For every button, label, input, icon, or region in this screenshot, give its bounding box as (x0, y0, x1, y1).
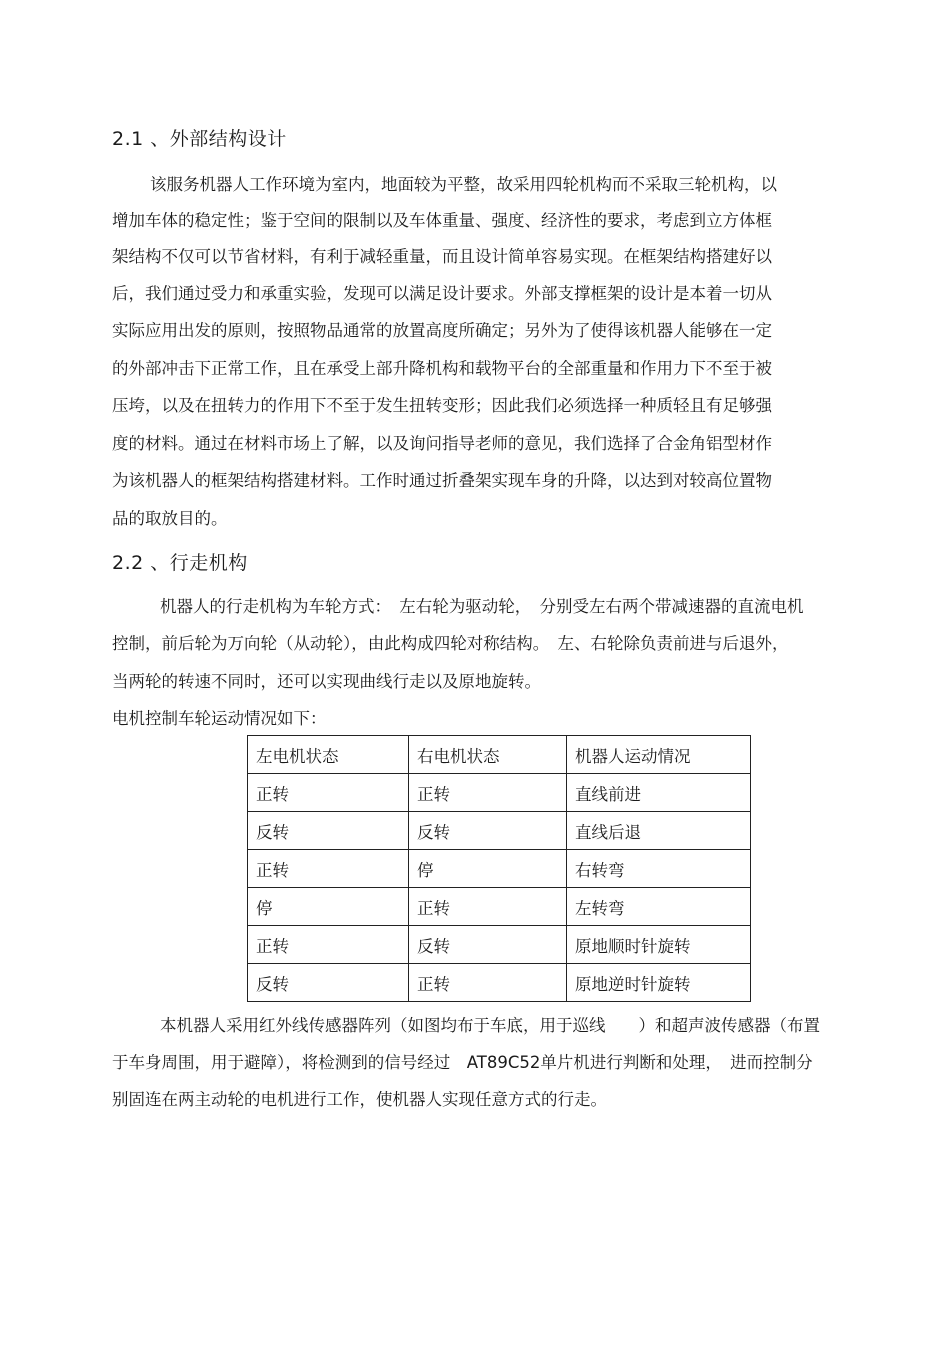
section-heading-2-1: 2.1 、外部结构设计 (112, 128, 287, 150)
table-cell: 反转 (248, 964, 409, 1002)
table-cell: 正转 (248, 926, 409, 964)
table-header-cell: 左电机状态 (248, 736, 409, 774)
paragraph-line: 品的取放目的。 (112, 509, 228, 528)
paragraph-line: 增加车体的稳定性；鉴于空间的限制以及车体重量、强度、经济性的要求，考虑到立方体框 (112, 211, 772, 230)
paragraph-line: 该服务机器人工作环境为室内，地面较为平整，故采用四轮机构而不采取三轮机构，以 (150, 175, 777, 194)
paragraph-line: 度的材料。通过在材料市场上了解，以及询问指导老师的意见，我们选择了合金角铝型材作 (112, 434, 772, 453)
paragraph-line: 实际应用出发的原则，按照物品通常的放置高度所确定；另外为了使得该机器人能够在一定 (112, 321, 772, 340)
table-header-row (248, 736, 751, 774)
table-row (248, 812, 751, 850)
paragraph-line: 机器人的行走机构为车轮方式： 左右轮为驱动轮， 分别受左右两个带减速器的直流电机 (160, 597, 804, 616)
paragraph-line: 架结构不仅可以节省材料，有利于减轻重量，而且设计简单容易实现。在框架结构搭建好以 (112, 247, 772, 266)
table-cell: 反转 (248, 812, 409, 850)
table-caption: 电机控制车轮运动情况如下： (112, 709, 327, 728)
table-header-cell: 右电机状态 (409, 736, 567, 774)
table-cell: 反转 (409, 926, 567, 964)
table-row (248, 888, 751, 926)
table-cell: 左转弯 (567, 888, 751, 926)
paragraph-line: 后，我们通过受力和承重实验，发现可以满足设计要求。外部支撑框架的设计是本着一切从 (112, 284, 772, 303)
table-cell: 反转 (409, 812, 567, 850)
table-row (248, 926, 751, 964)
table-cell: 正转 (248, 774, 409, 812)
table-cell: 停 (248, 888, 409, 926)
paragraph-line: 控制，前后轮为万向轮（从动轮），由此构成四轮对称结构。 左、右轮除负责前进与后退外， (112, 634, 789, 653)
table-cell: 正转 (409, 888, 567, 926)
table-cell: 原地顺时针旋转 (567, 926, 751, 964)
table-cell: 正转 (409, 964, 567, 1002)
paragraph-line: 为该机器人的框架结构搭建材料。工作时通过折叠架实现车身的升降，以达到对较高位置物 (112, 471, 772, 490)
table-cell: 停 (409, 850, 567, 888)
paragraph-line: 当两轮的转速不同时，还可以实现曲线行走以及原地旋转。 (112, 672, 541, 691)
table-header-cell: 机器人运动情况 (567, 736, 751, 774)
table-cell: 正转 (409, 774, 567, 812)
table-cell: 直线前进 (567, 774, 751, 812)
table-cell: 正转 (248, 850, 409, 888)
table-row (248, 850, 751, 888)
section-heading-2-2: 2.2 、行走机构 (112, 552, 248, 574)
paragraph-line: 于车身周围，用于避障），将检测到的信号经过 AT89C52单片机进行判断和处理， 进而控制分 (112, 1053, 813, 1072)
motor-control-table (247, 735, 751, 1002)
table-row (248, 964, 751, 1002)
paragraph-line: 的外部冲击下正常工作，且在承受上部升降机构和载物平台的全部重量和作用力下不至于被 (112, 359, 772, 378)
paragraph-line: 压垮，以及在扭转力的作用下不至于发生扭转变形；因此我们必须选择一种质轻且有足够强 (112, 396, 772, 415)
paragraph-line: 本机器人采用红外线传感器阵列（如图均布于车底，用于巡线 ）和超声波传感器（布置 (160, 1016, 820, 1035)
table-row (248, 774, 751, 812)
paragraph-line: 别固连在两主动轮的电机进行工作，使机器人实现任意方式的行走。 (112, 1090, 607, 1109)
table-cell: 原地逆时针旋转 (567, 964, 751, 1002)
table-cell: 直线后退 (567, 812, 751, 850)
table-cell: 右转弯 (567, 850, 751, 888)
